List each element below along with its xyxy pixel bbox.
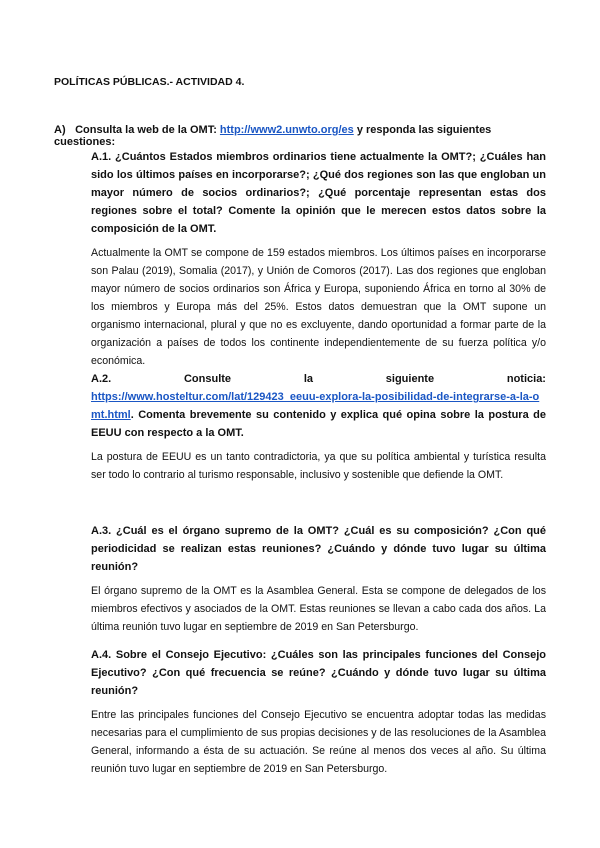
section-a-marker: A): [54, 124, 66, 136]
answer-a2: La postura de EEUU es un tanto contradictoria, ya que su política ambiental y turística resulta ser todo lo contrario al turismo responsable, inclusivo y sostenible que defiende la OMT.: [91, 451, 546, 481]
answer-a4: Entre las principales funciones del Consejo Ejecutivo se encuentra adoptar todas las medidas necesarias para el cumplimiento de sus propias decisiones y de las resoluciones de la Asamblea General, informando a ésta de su actuación. Se reúne al menos dos veces al año. Su última reunión tuvo lugar en septiembre de 2019 en San Petersburgo.: [91, 709, 546, 775]
answer-a1: Actualmente la OMT se compone de 159 estados miembros. Los últimos países en incorporarse son Palau (2019), Somalia (2017), y Unión de Comoros (2017). Las dos regiones que engloban mayor número de socios ordinarios son África y Europa, suponiendo África en torno al 30% de los miembros y Europa más del 25%. Estos datos demuestran que la OMT supone un organismo internacional, plural y que no es excluyente, dando oportunidad a formar parte de la organización a países de todos los continente independientemente de su fuerza política y/o económica.: [91, 247, 546, 367]
question-a4: A.4. Sobre el Consejo Ejecutivo: ¿Cuáles son las principales funciones del Consejo Ejecutivo? ¿Con qué frecuencia se reúne? ¿Cuándo y dónde tuvo lugar su última reunión?: [91, 649, 546, 697]
q2-word: noticia:: [506, 373, 546, 385]
q2-word: siguiente: [385, 373, 435, 385]
q2-word: la: [303, 373, 313, 385]
question-a2-first-line: [91, 370, 546, 388]
section-a-heading: [54, 124, 554, 148]
hosteltur-link[interactable]: https://www.hosteltur.com/lat/129423_eeuu-explora-la-posibilidad-de-integrarse-a-la-omt.html: [91, 391, 540, 421]
question-a1-block: [91, 148, 546, 370]
document-title: POLÍTICAS PÚBLICAS.- ACTIVIDAD 4.: [54, 76, 245, 88]
question-a2-block: [91, 370, 546, 484]
question-a3: A.3. ¿Cuál es el órgano supremo de la OMT? ¿Cuál es su composición? ¿Con qué periodicidad se realizan estas reuniones? ¿Cuándo y dónde tuvo lugar su última reunión?: [91, 525, 546, 573]
q2-word: A.2.: [91, 373, 112, 385]
question-a3-block: [91, 522, 546, 636]
section-a-text-after: y responda las siguientes cuestiones:: [54, 124, 492, 148]
question-a2-rest: [91, 388, 546, 442]
q2-word: Consulte: [183, 373, 232, 385]
question-a2-text: . Comenta brevemente su contenido y explica qué opina sobre la postura de EEUU con respecto a la OMT.: [91, 409, 546, 439]
section-a-text-before: Consulta la web de la OMT:: [75, 124, 220, 136]
answer-a3: El órgano supremo de la OMT es la Asamblea General. Esta se compone de delegados de los miembros efectivos y asociados de la OMT. Estas reuniones se llevan a cabo cada dos años. La última reunión tuvo lugar en septiembre de 2019 en San Petersburgo.: [91, 585, 546, 633]
unwto-link[interactable]: http://www2.unwto.org/es: [219, 124, 354, 136]
question-a1: A.1. ¿Cuántos Estados miembros ordinarios tiene actualmente la OMT?; ¿Cuáles han sido los últimos países en incorporarse?; ¿Qué dos regiones son las que engloban un mayor número de socios ordinarios?; ¿Qué porcentaje representan estas dos regiones sobre el total? Comente la opinión que le merecen estos datos sobre la composición de la OMT.: [91, 151, 546, 235]
question-a4-block: [91, 646, 546, 778]
